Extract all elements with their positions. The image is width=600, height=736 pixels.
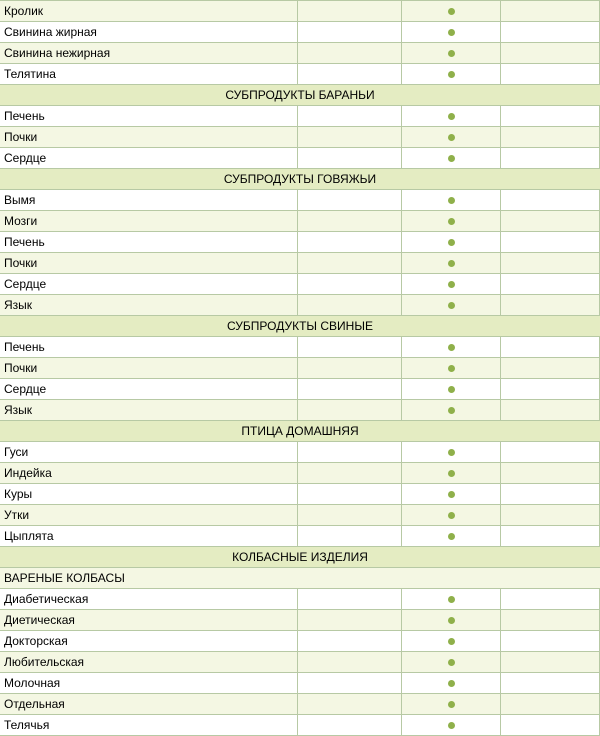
column-c-cell	[501, 379, 600, 399]
column-b-cell	[402, 148, 501, 168]
dot-icon	[448, 365, 455, 372]
food-name: Цыплята	[0, 526, 298, 546]
food-name: Гуси	[0, 442, 298, 462]
column-b-cell	[402, 274, 501, 294]
dot-icon	[448, 617, 455, 624]
dot-icon	[448, 512, 455, 519]
dot-icon	[448, 239, 455, 246]
column-b-cell	[402, 1, 501, 21]
column-a-cell	[298, 463, 402, 483]
table-row	[0, 148, 600, 169]
dot-icon	[448, 596, 455, 603]
column-c-cell	[501, 274, 600, 294]
section-header	[0, 85, 600, 106]
table-row	[0, 22, 600, 43]
column-b-cell	[402, 694, 501, 714]
column-c-cell	[501, 505, 600, 525]
dot-icon	[448, 680, 455, 687]
column-a-cell	[298, 505, 402, 525]
column-b-cell	[402, 106, 501, 126]
column-a-cell	[298, 295, 402, 315]
column-a-cell	[298, 1, 402, 21]
column-b-cell	[402, 484, 501, 504]
column-b-cell	[402, 463, 501, 483]
table-row	[0, 43, 600, 64]
column-a-cell	[298, 211, 402, 231]
column-a-cell	[298, 631, 402, 651]
column-a-cell	[298, 190, 402, 210]
dot-icon	[448, 155, 455, 162]
subsection-title: ВАРЕНЫЕ КОЛБАСЫ	[4, 571, 125, 585]
column-b-cell	[402, 526, 501, 546]
column-c-cell	[501, 589, 600, 609]
dot-icon	[448, 470, 455, 477]
column-b-cell	[402, 232, 501, 252]
column-c-cell	[501, 400, 600, 420]
table-row	[0, 505, 600, 526]
table-row	[0, 631, 600, 652]
section-title: СУБПРОДУКТЫ БАРАНЬИ	[225, 88, 375, 102]
table-row	[0, 337, 600, 358]
column-c-cell	[501, 694, 600, 714]
column-b-cell	[402, 43, 501, 63]
dot-icon	[448, 659, 455, 666]
column-b-cell	[402, 295, 501, 315]
section-title: СУБПРОДУКТЫ ГОВЯЖЬИ	[223, 172, 377, 186]
food-name: Мозги	[0, 211, 298, 231]
section-title: КОЛБАСНЫЕ ИЗДЕЛИЯ	[232, 550, 368, 564]
food-name: Докторская	[0, 631, 298, 651]
column-a-cell	[298, 715, 402, 735]
food-name: Язык	[0, 295, 298, 315]
column-a-cell	[298, 274, 402, 294]
column-a-cell	[298, 148, 402, 168]
column-c-cell	[501, 463, 600, 483]
dot-icon	[448, 260, 455, 267]
table-row	[0, 379, 600, 400]
food-name: Свинина нежирная	[0, 43, 298, 63]
column-a-cell	[298, 673, 402, 693]
food-name: Печень	[0, 106, 298, 126]
column-c-cell	[501, 64, 600, 84]
food-name: Телячья	[0, 715, 298, 735]
food-name: Любительская	[0, 652, 298, 672]
column-c-cell	[501, 127, 600, 147]
column-c-cell	[501, 253, 600, 273]
column-b-cell	[402, 379, 501, 399]
column-b-cell	[402, 358, 501, 378]
section-title: ПТИЦА ДОМАШНЯЯ	[241, 424, 359, 438]
food-name: Почки	[0, 253, 298, 273]
column-c-cell	[501, 673, 600, 693]
food-name: Диабетическая	[0, 589, 298, 609]
column-c-cell	[501, 652, 600, 672]
dot-icon	[448, 491, 455, 498]
column-c-cell	[501, 526, 600, 546]
table-row	[0, 589, 600, 610]
dot-icon	[448, 71, 455, 78]
column-c-cell	[501, 22, 600, 42]
food-name: Почки	[0, 127, 298, 147]
dot-icon	[448, 701, 455, 708]
table-row	[0, 295, 600, 316]
dot-icon	[448, 722, 455, 729]
column-a-cell	[298, 253, 402, 273]
table-row	[0, 274, 600, 295]
column-b-cell	[402, 589, 501, 609]
column-b-cell	[402, 610, 501, 630]
food-name: Диетическая	[0, 610, 298, 630]
dot-icon	[448, 344, 455, 351]
column-a-cell	[298, 526, 402, 546]
table-row	[0, 253, 600, 274]
column-b-cell	[402, 442, 501, 462]
column-c-cell	[501, 484, 600, 504]
column-c-cell	[501, 1, 600, 21]
column-c-cell	[501, 337, 600, 357]
table-row	[0, 673, 600, 694]
column-b-cell	[402, 22, 501, 42]
dot-icon	[448, 449, 455, 456]
section-title: СУБПРОДУКТЫ СВИНЫЕ	[227, 319, 373, 333]
dot-icon	[448, 533, 455, 540]
table-row	[0, 610, 600, 631]
column-c-cell	[501, 442, 600, 462]
column-b-cell	[402, 505, 501, 525]
subsection-header	[0, 568, 600, 589]
food-name: Утки	[0, 505, 298, 525]
column-c-cell	[501, 715, 600, 735]
table-row	[0, 64, 600, 85]
column-a-cell	[298, 442, 402, 462]
column-a-cell	[298, 694, 402, 714]
food-name: Отдельная	[0, 694, 298, 714]
column-b-cell	[402, 253, 501, 273]
column-c-cell	[501, 358, 600, 378]
food-name: Почки	[0, 358, 298, 378]
dot-icon	[448, 218, 455, 225]
table-row	[0, 127, 600, 148]
column-b-cell	[402, 652, 501, 672]
food-name: Свинина жирная	[0, 22, 298, 42]
column-b-cell	[402, 673, 501, 693]
column-a-cell	[298, 22, 402, 42]
food-name: Печень	[0, 232, 298, 252]
column-a-cell	[298, 400, 402, 420]
column-a-cell	[298, 358, 402, 378]
food-name: Куры	[0, 484, 298, 504]
column-b-cell	[402, 211, 501, 231]
column-a-cell	[298, 379, 402, 399]
column-a-cell	[298, 610, 402, 630]
table-row	[0, 484, 600, 505]
dot-icon	[448, 29, 455, 36]
dot-icon	[448, 302, 455, 309]
column-a-cell	[298, 652, 402, 672]
column-c-cell	[501, 43, 600, 63]
column-c-cell	[501, 610, 600, 630]
food-name: Сердце	[0, 274, 298, 294]
column-a-cell	[298, 484, 402, 504]
food-name: Кролик	[0, 1, 298, 21]
column-a-cell	[298, 43, 402, 63]
dot-icon	[448, 113, 455, 120]
column-c-cell	[501, 190, 600, 210]
section-header	[0, 169, 600, 190]
food-name: Сердце	[0, 379, 298, 399]
table-row	[0, 190, 600, 211]
column-a-cell	[298, 337, 402, 357]
dot-icon	[448, 50, 455, 57]
column-c-cell	[501, 106, 600, 126]
column-b-cell	[402, 631, 501, 651]
table-row	[0, 694, 600, 715]
column-a-cell	[298, 106, 402, 126]
column-a-cell	[298, 64, 402, 84]
table-row	[0, 526, 600, 547]
food-name: Вымя	[0, 190, 298, 210]
dot-icon	[448, 386, 455, 393]
section-header	[0, 547, 600, 568]
table-row	[0, 442, 600, 463]
table-row	[0, 358, 600, 379]
column-c-cell	[501, 232, 600, 252]
section-header	[0, 421, 600, 442]
food-name: Телятина	[0, 64, 298, 84]
column-b-cell	[402, 190, 501, 210]
column-b-cell	[402, 715, 501, 735]
food-name: Язык	[0, 400, 298, 420]
column-c-cell	[501, 631, 600, 651]
table-row	[0, 652, 600, 673]
dot-icon	[448, 281, 455, 288]
dot-icon	[448, 134, 455, 141]
column-c-cell	[501, 211, 600, 231]
dot-icon	[448, 638, 455, 645]
table-row	[0, 232, 600, 253]
section-header	[0, 316, 600, 337]
table-row	[0, 106, 600, 127]
column-b-cell	[402, 337, 501, 357]
food-name: Сердце	[0, 148, 298, 168]
column-b-cell	[402, 400, 501, 420]
column-a-cell	[298, 127, 402, 147]
column-c-cell	[501, 148, 600, 168]
dot-icon	[448, 8, 455, 15]
column-a-cell	[298, 589, 402, 609]
dot-icon	[448, 407, 455, 414]
food-name: Индейка	[0, 463, 298, 483]
table-row	[0, 1, 600, 22]
food-name: Печень	[0, 337, 298, 357]
table-row	[0, 211, 600, 232]
column-a-cell	[298, 232, 402, 252]
table-row	[0, 400, 600, 421]
column-b-cell	[402, 64, 501, 84]
column-b-cell	[402, 127, 501, 147]
food-name: Молочная	[0, 673, 298, 693]
table-row	[0, 463, 600, 484]
dot-icon	[448, 197, 455, 204]
column-c-cell	[501, 295, 600, 315]
